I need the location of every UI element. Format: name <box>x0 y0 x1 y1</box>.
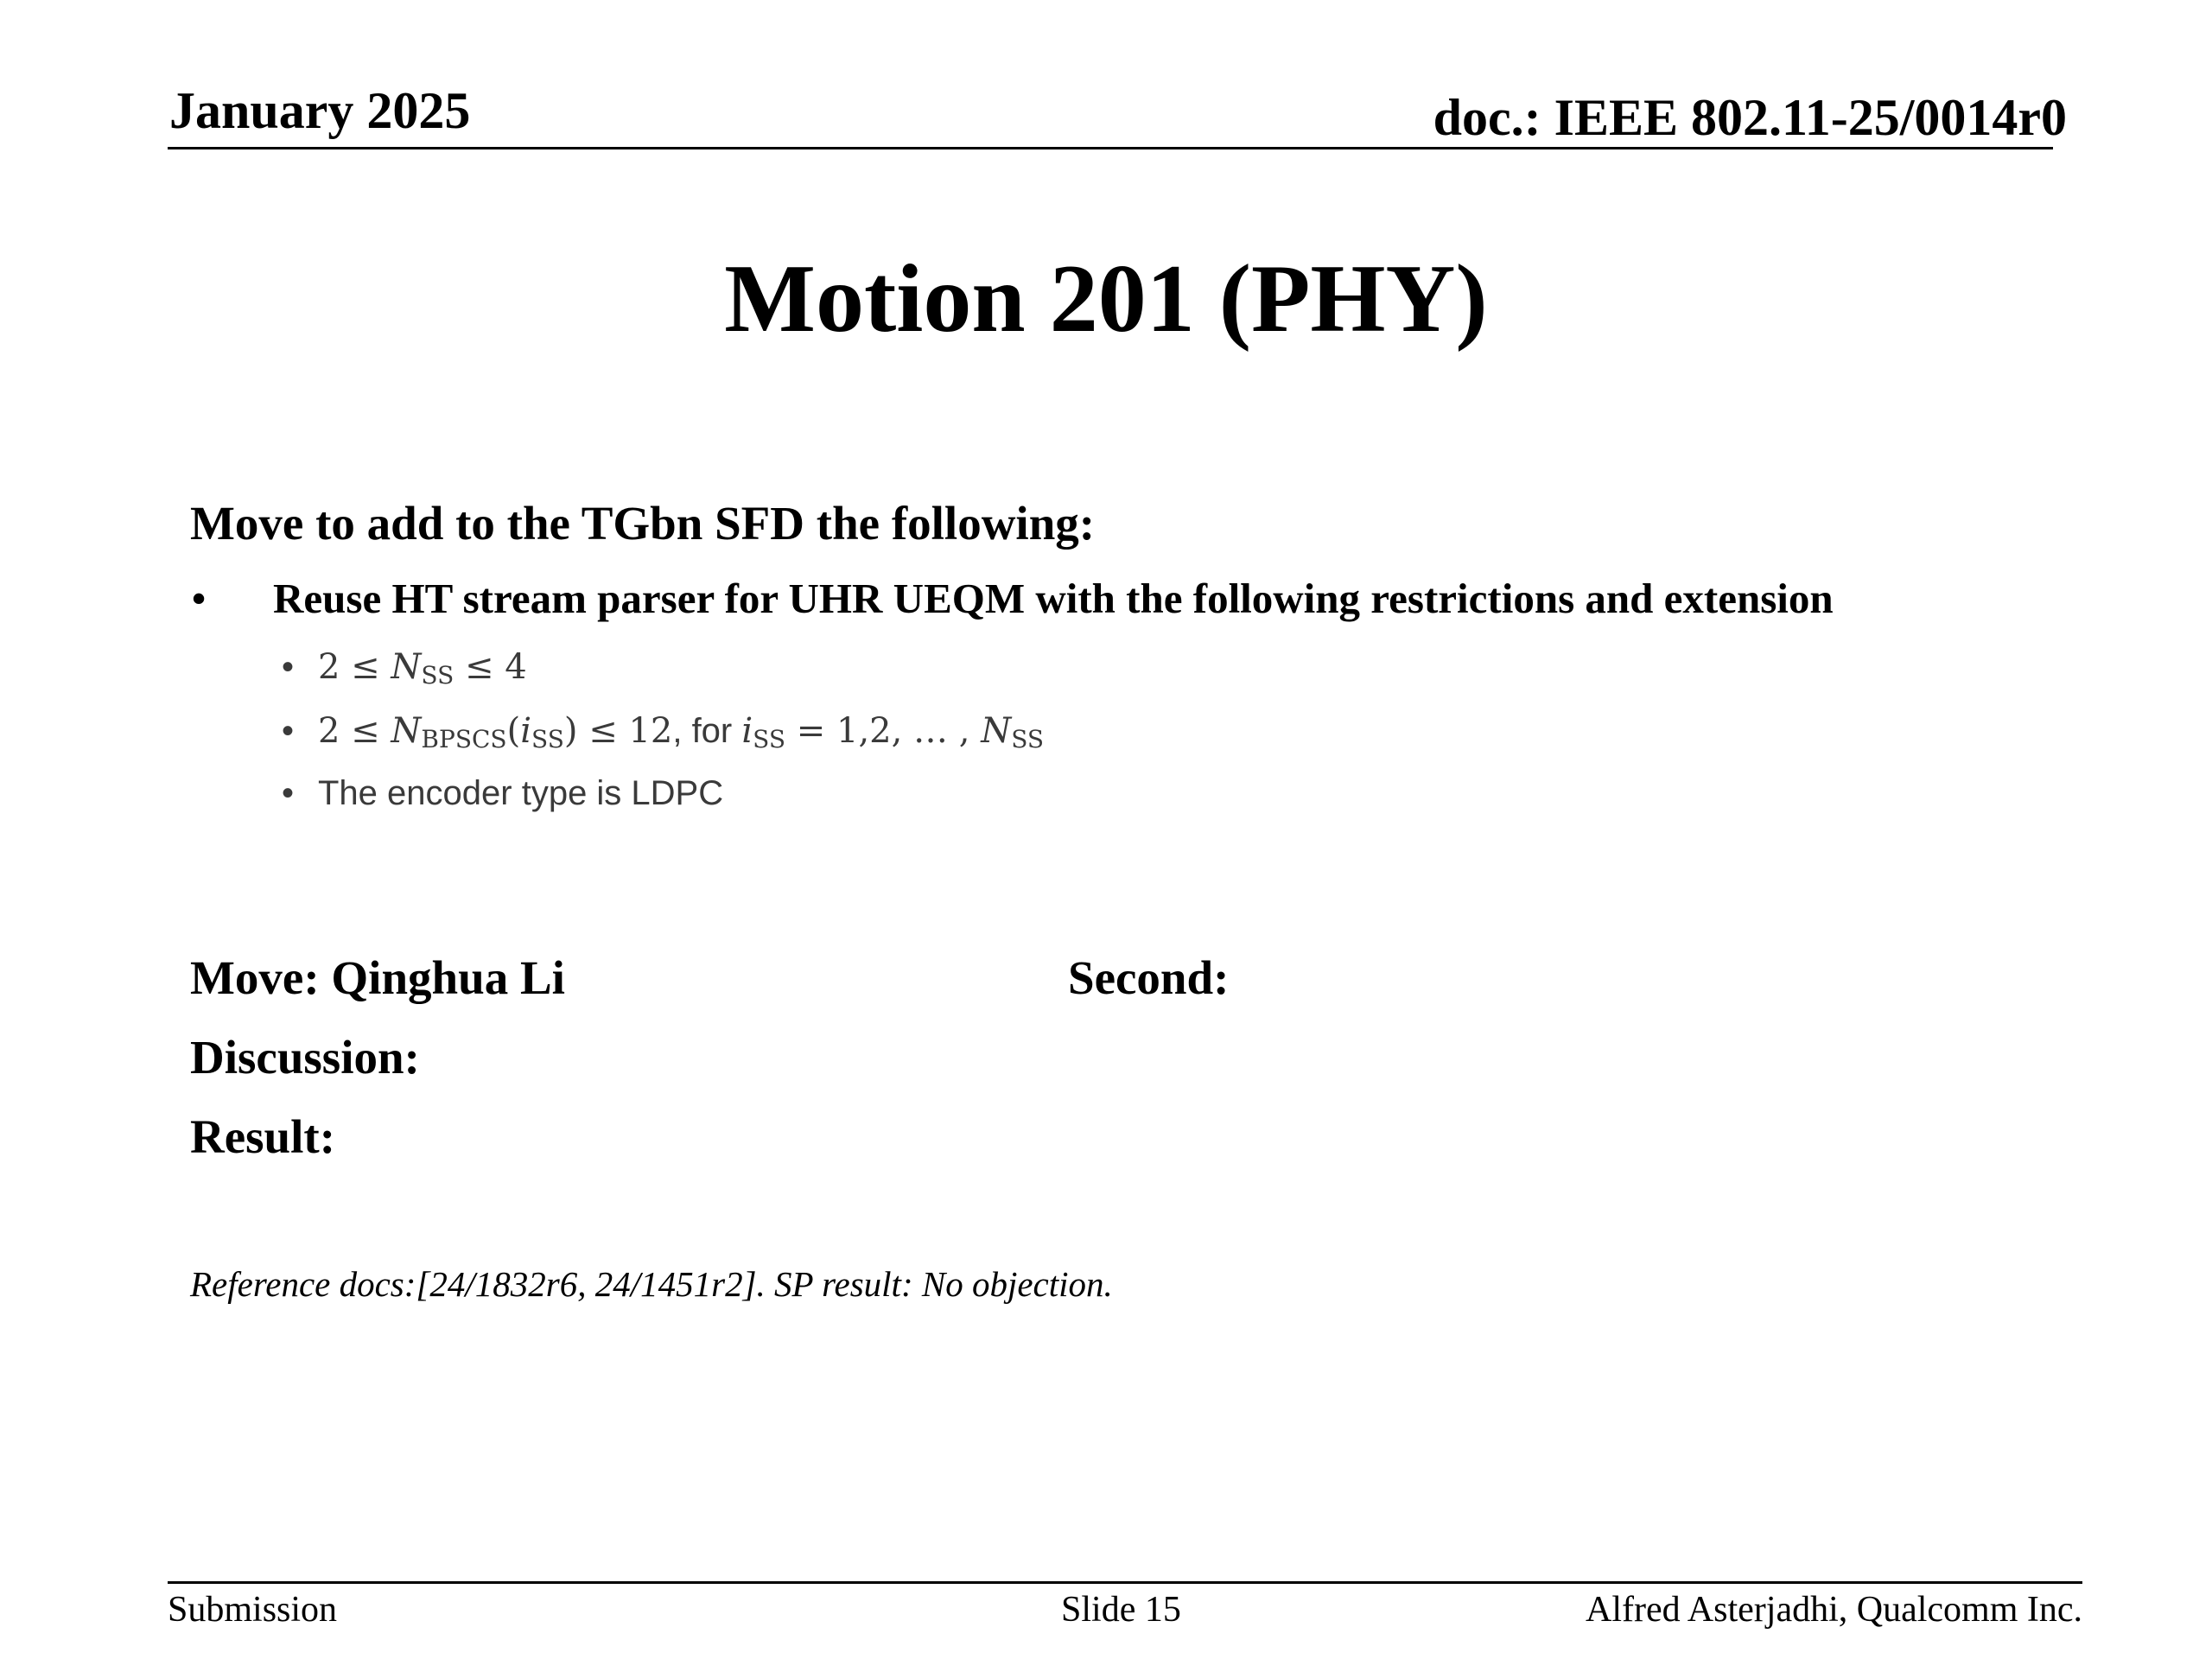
footer-submission: Submission <box>168 1590 338 1630</box>
sub-bullet-marker: • <box>282 774 295 812</box>
motion-lead-text: Move to add to the TGbn SFD the following: <box>190 497 1096 550</box>
footer-author: Alfred Asterjadhi, Qualcomm Inc. <box>1586 1590 2082 1630</box>
second-label: Second: <box>1068 951 1230 1004</box>
sub-bullet-marker: • <box>282 648 295 686</box>
move-label: Move: Qinghua Li <box>190 951 565 1004</box>
formula-nss-range: $2 \le N_{SS} \le 4$ <box>318 647 527 690</box>
sub-bullet-marker: • <box>282 712 295 750</box>
sub-bullet-nss-range <box>282 647 527 690</box>
header-doc-id: doc.: IEEE 802.11-25/0014r0 <box>1433 89 2067 146</box>
formula-nbpscs-range: $2 \le N_{BPSCS}(i_{SS}) \le 12$ <box>318 711 673 753</box>
discussion-label: Discussion: <box>190 1031 420 1084</box>
bullet-marker: • <box>192 576 207 620</box>
formula-iss-range: $i_{SS} = 1,2$, … , $N_{SS}$ <box>741 711 1045 753</box>
footer-slide-number: Slide 15 <box>1061 1590 1181 1630</box>
result-label: Result: <box>190 1110 336 1163</box>
reference-note: Reference docs:[24/1832r6, 24/1451r2]. SP result: No objection. <box>190 1264 1113 1304</box>
header-date: January 2025 <box>169 82 471 139</box>
sub-bullet-nbpscs-range <box>282 711 1045 753</box>
sub-bullet-encoder-type <box>282 776 723 810</box>
bullet-text: Reuse HT stream parser for UHR UEQM with the following restrictions and extension <box>273 575 1834 622</box>
slide-title: Motion 201 (PHY) <box>724 245 1488 353</box>
sub-bullet-text: The encoder type is LDPC <box>318 774 724 812</box>
footer-divider <box>168 1581 2082 1584</box>
for-text: , for <box>672 712 742 750</box>
header-divider <box>168 147 2053 149</box>
